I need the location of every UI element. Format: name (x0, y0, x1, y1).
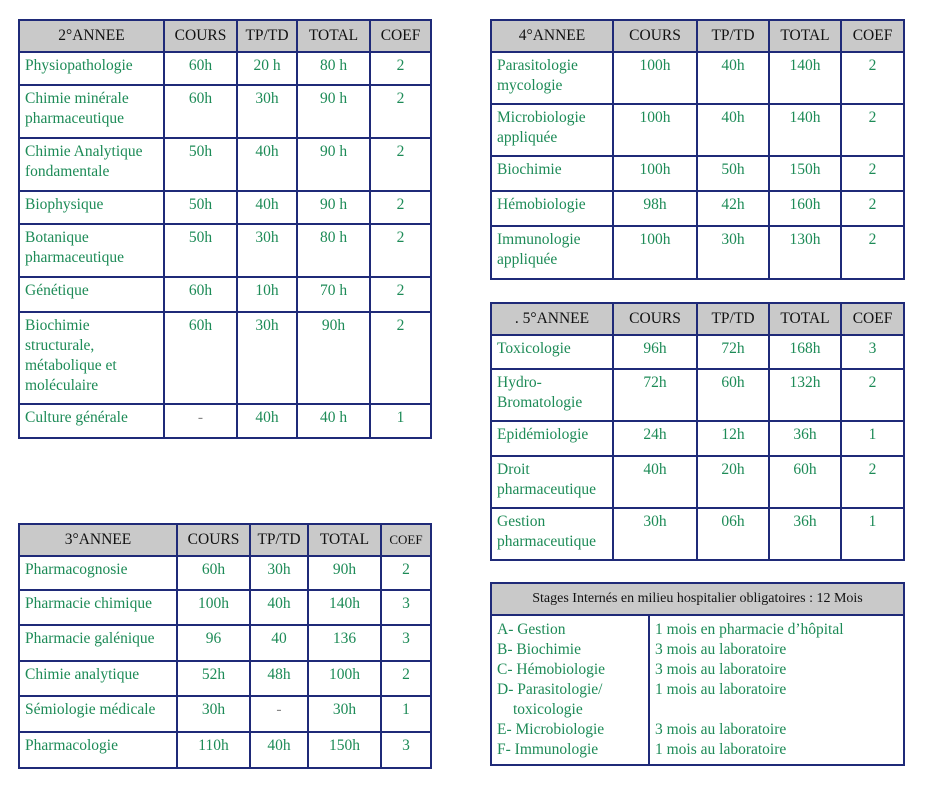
subject-cell: Chimie analytique (19, 661, 177, 696)
subject-cell: Génétique (19, 277, 164, 312)
stage-durations-cell (649, 615, 904, 765)
table-row (19, 625, 431, 661)
coef-cell: 2 (370, 224, 431, 277)
tptd-header: TP/TD (697, 303, 769, 335)
table-row (19, 85, 431, 138)
total-cell: 150h (769, 156, 841, 191)
subject-cell: Sémiologie médicale (19, 696, 177, 732)
cours-cell: 52h (177, 661, 250, 696)
stage-duration: 1 mois en pharmacie d’hôpital (655, 621, 844, 638)
subject-cell: Pharmacognosie (19, 556, 177, 590)
cours-cell: 40h (613, 456, 697, 508)
tptd-cell: 42h (697, 191, 769, 226)
tptd-cell: 30h (237, 224, 297, 277)
total-cell: 90 h (297, 138, 370, 191)
subject-cell: Pharmacologie (19, 732, 177, 768)
total-header: TOTAL (308, 524, 381, 556)
coef-cell: 2 (370, 312, 431, 404)
stage-duration: 3 mois au laboratoire (655, 721, 787, 738)
cours-cell: 100h (613, 104, 697, 156)
stage-name: A- Gestion (497, 621, 566, 638)
cours-cell: 24h (613, 421, 697, 456)
subject-cell: Pharmacie chimique (19, 590, 177, 625)
table-row (19, 277, 431, 312)
coef-header: COEF (370, 20, 431, 52)
tptd-cell: 30h (237, 85, 297, 138)
coef-cell: 2 (841, 369, 904, 421)
coef-cell: 1 (370, 404, 431, 438)
table-row (19, 404, 431, 438)
table-row (19, 312, 431, 404)
total-cell: 130h (769, 226, 841, 279)
cours-header: COURS (164, 20, 237, 52)
cours-cell: 100h (613, 52, 697, 104)
stages-table (490, 582, 905, 766)
coef-cell: 2 (381, 661, 431, 696)
tptd-cell: 72h (697, 335, 769, 369)
total-cell: 168h (769, 335, 841, 369)
total-cell: 90h (297, 312, 370, 404)
coef-cell: 2 (381, 556, 431, 590)
stage-name: D- Parasitologie/ (497, 681, 603, 698)
coef-cell: 3 (381, 732, 431, 768)
tptd-header: TP/TD (250, 524, 308, 556)
year-title: 3°ANNEE (19, 524, 177, 556)
subject-cell: Hémobiologie (491, 191, 613, 226)
tptd-cell: 40h (250, 590, 308, 625)
coef-cell: 2 (841, 191, 904, 226)
cours-cell: 30h (177, 696, 250, 732)
total-cell: 30h (308, 696, 381, 732)
coef-cell: 2 (370, 138, 431, 191)
subject-cell: Chimie minérale pharmaceutique (19, 85, 164, 138)
cours-cell: 100h (177, 590, 250, 625)
cours-cell: 50h (164, 191, 237, 224)
tptd-cell: 40h (237, 138, 297, 191)
cours-cell: 96 (177, 625, 250, 661)
coef-header: COEF (841, 20, 904, 52)
subject-cell: Botanique pharmaceutique (19, 224, 164, 277)
header-row (491, 583, 904, 615)
table-row (491, 456, 904, 508)
stage-duration: 1 mois au laboratoire (655, 681, 787, 698)
coef-cell: 1 (381, 696, 431, 732)
cours-cell: 98h (613, 191, 697, 226)
year4-table (490, 19, 905, 280)
subject-cell: Pharmacie galénique (19, 625, 177, 661)
table-row (19, 191, 431, 224)
subject-cell: Biochimie (491, 156, 613, 191)
total-header: TOTAL (769, 20, 841, 52)
cours-cell: 100h (613, 226, 697, 279)
table-row (491, 226, 904, 279)
cours-cell: 30h (613, 508, 697, 560)
tptd-cell: 06h (697, 508, 769, 560)
tptd-cell: 20h (697, 456, 769, 508)
tptd-cell: 30h (250, 556, 308, 590)
tptd-header: TP/TD (697, 20, 769, 52)
coef-cell: 2 (841, 226, 904, 279)
stages-body (491, 615, 904, 765)
tptd-cell: 40h (697, 52, 769, 104)
tptd-cell: 20 h (237, 52, 297, 85)
total-cell: 132h (769, 369, 841, 421)
coef-cell: 1 (841, 421, 904, 456)
tptd-cell: 50h (697, 156, 769, 191)
stages-title: Stages Internés en milieu hospitalier obligatoires : 12 Mois (491, 583, 904, 615)
subject-cell: Hydro-Bromatologie (491, 369, 613, 421)
coef-cell: 2 (370, 52, 431, 85)
cours-header: COURS (613, 20, 697, 52)
cours-cell: 50h (164, 138, 237, 191)
cours-header: COURS (613, 303, 697, 335)
stage-duration: 1 mois au laboratoire (655, 741, 787, 758)
stage-name: B- Biochimie (497, 641, 581, 658)
total-cell: 70 h (297, 277, 370, 312)
total-header: TOTAL (297, 20, 370, 52)
table-row (19, 52, 431, 85)
total-cell: 140h (769, 52, 841, 104)
subject-cell: Droit pharmaceutique (491, 456, 613, 508)
year-title: 2°ANNEE (19, 20, 164, 52)
coef-header: COEF (841, 303, 904, 335)
subject-cell: Toxicologie (491, 335, 613, 369)
total-cell: 36h (769, 508, 841, 560)
coef-cell: 2 (370, 191, 431, 224)
cours-cell: - (164, 404, 237, 438)
stage-duration (655, 700, 898, 720)
stage-name: C- Hémobiologie (497, 661, 606, 678)
table-row (19, 732, 431, 768)
cours-cell: 60h (164, 85, 237, 138)
stage-name: toxicologie (513, 701, 583, 718)
cours-cell: 60h (164, 52, 237, 85)
subject-cell: Gestion pharmaceutique (491, 508, 613, 560)
year5-table (490, 302, 905, 561)
coef-cell: 3 (841, 335, 904, 369)
header-row (491, 20, 904, 52)
coef-cell: 1 (841, 508, 904, 560)
subject-cell: Parasitologie mycologie (491, 52, 613, 104)
total-cell: 140h (308, 590, 381, 625)
tptd-cell: - (250, 696, 308, 732)
tptd-cell: 40 (250, 625, 308, 661)
table-row (19, 696, 431, 732)
total-cell: 136 (308, 625, 381, 661)
year-title: 4°ANNEE (491, 20, 613, 52)
total-cell: 36h (769, 421, 841, 456)
total-cell: 60h (769, 456, 841, 508)
tptd-cell: 30h (237, 312, 297, 404)
table-row (19, 661, 431, 696)
total-cell: 150h (308, 732, 381, 768)
cours-cell: 72h (613, 369, 697, 421)
total-cell: 160h (769, 191, 841, 226)
tptd-cell: 10h (237, 277, 297, 312)
tptd-cell: 12h (697, 421, 769, 456)
subject-cell: Biophysique (19, 191, 164, 224)
subject-cell: Physiopathologie (19, 52, 164, 85)
subject-cell: Immunologie appliquée (491, 226, 613, 279)
stage-duration: 3 mois au laboratoire (655, 641, 787, 658)
cours-cell: 96h (613, 335, 697, 369)
stage-duration: 3 mois au laboratoire (655, 661, 787, 678)
cours-header: COURS (177, 524, 250, 556)
total-cell: 40 h (297, 404, 370, 438)
total-cell: 140h (769, 104, 841, 156)
total-cell: 80 h (297, 52, 370, 85)
tptd-cell: 30h (697, 226, 769, 279)
cours-cell: 60h (164, 277, 237, 312)
cours-cell: 60h (164, 312, 237, 404)
table-row (491, 369, 904, 421)
total-header: TOTAL (769, 303, 841, 335)
table-row (19, 556, 431, 590)
total-cell: 90 h (297, 191, 370, 224)
subject-cell: Biochimie structurale, métabolique et moléculaire (19, 312, 164, 404)
header-row (19, 20, 431, 52)
coef-cell: 2 (370, 277, 431, 312)
header-row (491, 303, 904, 335)
coef-header: COEF (381, 524, 431, 556)
table-row (19, 138, 431, 191)
tptd-cell: 40h (237, 404, 297, 438)
table-row (491, 52, 904, 104)
year2-table (18, 19, 432, 439)
total-cell: 80 h (297, 224, 370, 277)
subject-cell: Culture générale (19, 404, 164, 438)
tptd-cell: 40h (697, 104, 769, 156)
table-row (19, 224, 431, 277)
cours-cell: 60h (177, 556, 250, 590)
stage-name: E- Microbiologie (497, 721, 605, 738)
table-row (491, 421, 904, 456)
coef-cell: 2 (841, 52, 904, 104)
coef-cell: 2 (841, 104, 904, 156)
table-row (491, 156, 904, 191)
subject-cell: Microbiologie appliquée (491, 104, 613, 156)
total-cell: 90 h (297, 85, 370, 138)
tptd-cell: 40h (250, 732, 308, 768)
total-cell: 90h (308, 556, 381, 590)
year3-table (18, 523, 432, 769)
subject-cell: Epidémiologie (491, 421, 613, 456)
year-title: . 5°ANNEE (491, 303, 613, 335)
coef-cell: 2 (370, 85, 431, 138)
header-row (19, 524, 431, 556)
total-cell: 100h (308, 661, 381, 696)
tptd-cell: 40h (237, 191, 297, 224)
table-row (491, 335, 904, 369)
cours-cell: 110h (177, 732, 250, 768)
coef-cell: 2 (841, 456, 904, 508)
tptd-header: TP/TD (237, 20, 297, 52)
coef-cell: 2 (841, 156, 904, 191)
table-row (19, 590, 431, 625)
table-row (491, 191, 904, 226)
cours-cell: 100h (613, 156, 697, 191)
table-row (491, 104, 904, 156)
stage-name: F- Immunologie (497, 741, 599, 758)
table-row (491, 508, 904, 560)
tptd-cell: 48h (250, 661, 308, 696)
tptd-cell: 60h (697, 369, 769, 421)
coef-cell: 3 (381, 590, 431, 625)
coef-cell: 3 (381, 625, 431, 661)
stage-names-cell (491, 615, 649, 765)
subject-cell: Chimie Analytique fondamentale (19, 138, 164, 191)
cours-cell: 50h (164, 224, 237, 277)
